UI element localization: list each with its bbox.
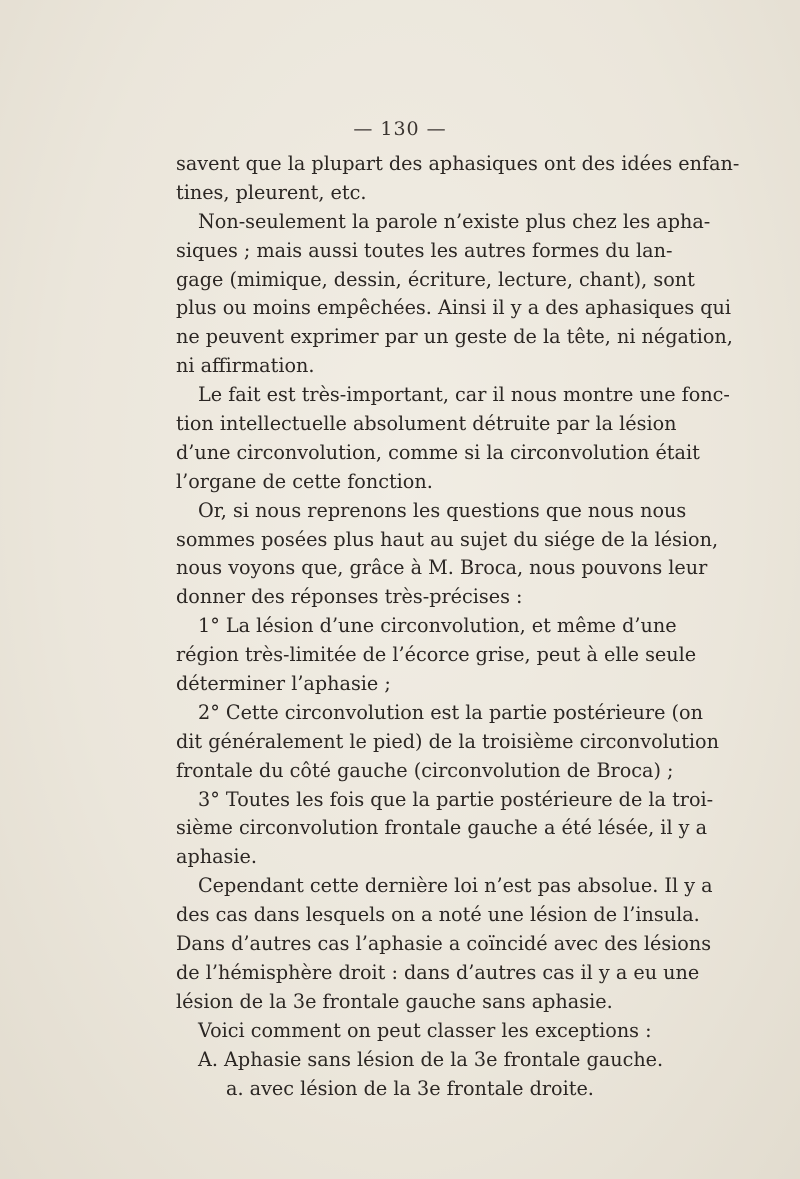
text-line: déterminer l’aphasie ; xyxy=(176,672,391,696)
text-line: savent que la plupart des aphasiques ont des idées enfan- xyxy=(176,152,740,175)
text-line: ni affirmation. xyxy=(176,354,315,378)
text-line: sième circonvolution frontale gauche a été lésée, il y a xyxy=(176,816,708,840)
text-line: région très-limitée de l’écorce grise, peut à elle seule xyxy=(176,643,697,667)
text-line: de l’hémisphère droit : dans d’autres cas il y a eu une xyxy=(176,960,700,984)
text-line: l’organe de cette fonction. xyxy=(176,469,433,493)
text-line: Or, si nous reprenons les questions que nous nous xyxy=(198,498,687,522)
text-line: donner des réponses très-précises : xyxy=(176,585,523,609)
text-line: tion intellectuelle absolument détruite par la lésion xyxy=(176,412,677,436)
text-line: ne peuvent exprimer par un geste de la tête, ni négation, xyxy=(176,325,733,349)
text-line: Non-seulement la parole n’existe plus chez les apha- xyxy=(198,209,711,233)
text-line: Voici comment on peut classer les exceptions : xyxy=(198,1018,652,1042)
text-line: frontale du côté gauche (circonvolution de Broca) ; xyxy=(176,758,674,782)
text-line: Dans d’autres cas l’aphasie a coïncidé avec des lésions xyxy=(176,932,712,956)
body-text xyxy=(176,150,740,1103)
text-line: nous voyons que, grâce à M. Broca, nous pouvons leur xyxy=(176,556,708,580)
text-line: lésion de la 3e frontale gauche sans aphasie. xyxy=(176,989,613,1013)
page-number: — 130 — xyxy=(353,118,447,140)
text-line: Le fait est très-important, car il nous montre une fonc- xyxy=(198,383,730,407)
text-line: gage (mimique, dessin, écriture, lecture, chant), sont xyxy=(176,267,695,291)
text-line: siques ; mais aussi toutes les autres formes du lan- xyxy=(176,238,673,262)
text-line: 2° Cette circonvolution est la partie postérieure (on xyxy=(198,700,703,724)
text-line: sommes posées plus haut au sujet du siége de la lésion, xyxy=(176,527,719,551)
text-line: tines, pleurent, etc. xyxy=(176,180,367,204)
text-line: plus ou moins empêchées. Ainsi il y a des aphasiques qui xyxy=(176,296,732,320)
text-line: A. Aphasie sans lésion de la 3e frontale gauche. xyxy=(198,1047,664,1071)
text-line: Cependant cette dernière loi n’est pas absolue. Il y a xyxy=(198,874,713,898)
text-line: dit généralement le pied) de la troisième circonvolution xyxy=(176,729,719,753)
text-line: d’une circonvolution, comme si la circonvolution était xyxy=(176,440,700,464)
text-line: 3° Toutes les fois que la partie postérieure de la troi- xyxy=(198,787,714,811)
text-line: a. avec lésion de la 3e frontale droite. xyxy=(226,1076,594,1100)
text-line: 1° La lésion d’une circonvolution, et même d’une xyxy=(198,614,677,638)
text-line: aphasie. xyxy=(176,845,257,869)
text-line: des cas dans lesquels on a noté une lésion de l’insula. xyxy=(176,903,700,927)
